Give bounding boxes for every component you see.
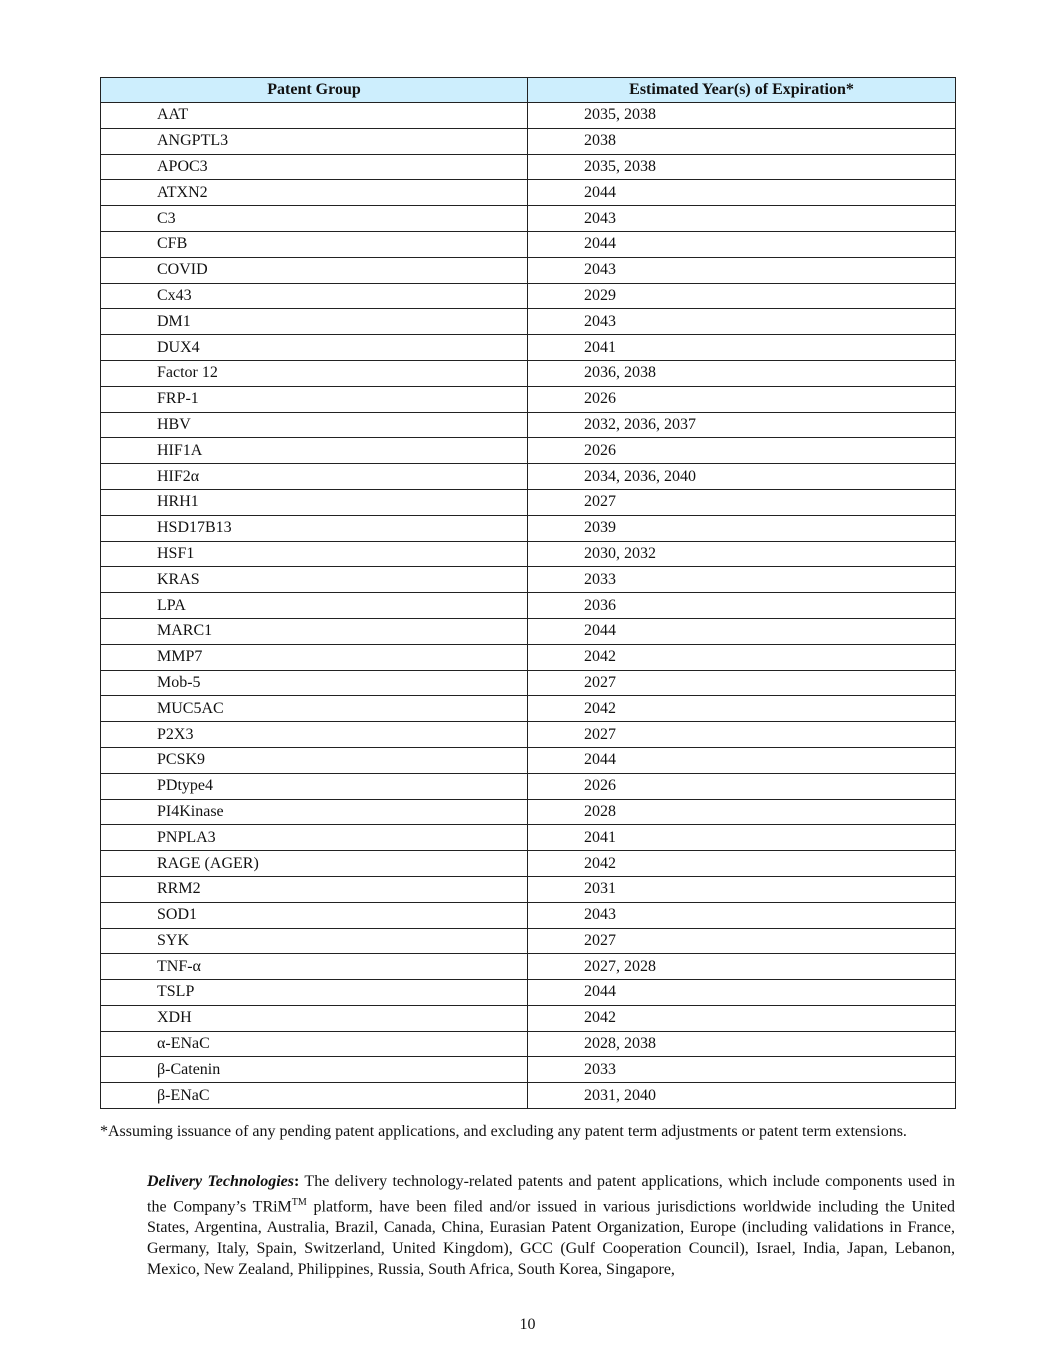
paragraph-text-1: The delivery technology-related patents and patent applications, which include components used in the Company’s TRiM bbox=[147, 1173, 955, 1216]
patent-group-cell: PCSK9 bbox=[101, 747, 528, 773]
table-row bbox=[101, 464, 956, 490]
patent-group-cell: Mob-5 bbox=[101, 670, 528, 696]
expiration-year-cell: 2026 bbox=[528, 773, 956, 799]
patent-group-cell: SOD1 bbox=[101, 902, 528, 928]
expiration-year-cell: 2033 bbox=[528, 567, 956, 593]
table-row bbox=[101, 283, 956, 309]
table-row bbox=[101, 618, 956, 644]
expiration-year-cell: 2044 bbox=[528, 980, 956, 1006]
expiration-year-cell: 2027 bbox=[528, 670, 956, 696]
paragraph-colon: : bbox=[294, 1173, 300, 1190]
table-row bbox=[101, 1083, 956, 1109]
patent-group-cell: TNF-α bbox=[101, 954, 528, 980]
table-row bbox=[101, 412, 956, 438]
table-body bbox=[101, 103, 956, 1109]
table-row bbox=[101, 928, 956, 954]
patent-group-cell: β-ENaC bbox=[101, 1083, 528, 1109]
expiration-year-cell: 2029 bbox=[528, 283, 956, 309]
patent-group-cell: HBV bbox=[101, 412, 528, 438]
patent-group-cell: HSD17B13 bbox=[101, 515, 528, 541]
table-row bbox=[101, 980, 956, 1006]
table-row bbox=[101, 515, 956, 541]
patent-group-cell: AAT bbox=[101, 103, 528, 129]
patent-group-cell: DM1 bbox=[101, 309, 528, 335]
patent-group-cell: Factor 12 bbox=[101, 360, 528, 386]
table-row bbox=[101, 231, 956, 257]
expiration-year-cell: 2032, 2036, 2037 bbox=[528, 412, 956, 438]
expiration-year-cell: 2035, 2038 bbox=[528, 103, 956, 129]
expiration-year-cell: 2027 bbox=[528, 928, 956, 954]
table-row bbox=[101, 103, 956, 129]
table-row bbox=[101, 1005, 956, 1031]
patent-group-cell: C3 bbox=[101, 206, 528, 232]
patent-group-cell: HIF2α bbox=[101, 464, 528, 490]
patent-group-cell: α-ENaC bbox=[101, 1031, 528, 1057]
patent-group-cell: APOC3 bbox=[101, 154, 528, 180]
patent-group-cell: Cx43 bbox=[101, 283, 528, 309]
expiration-year-cell: 2033 bbox=[528, 1057, 956, 1083]
table-row bbox=[101, 257, 956, 283]
expiration-year-cell: 2044 bbox=[528, 231, 956, 257]
paragraph-lead: Delivery Technologies bbox=[147, 1173, 294, 1190]
expiration-year-cell: 2043 bbox=[528, 309, 956, 335]
expiration-year-cell: 2041 bbox=[528, 335, 956, 361]
expiration-year-cell: 2042 bbox=[528, 1005, 956, 1031]
expiration-year-cell: 2044 bbox=[528, 180, 956, 206]
patent-group-cell: HRH1 bbox=[101, 489, 528, 515]
table-row bbox=[101, 206, 956, 232]
table-row bbox=[101, 954, 956, 980]
table-row bbox=[101, 593, 956, 619]
expiration-year-cell: 2028 bbox=[528, 799, 956, 825]
patent-group-cell: HSF1 bbox=[101, 541, 528, 567]
table-row bbox=[101, 799, 956, 825]
table-row bbox=[101, 851, 956, 877]
table-row bbox=[101, 360, 956, 386]
table-row bbox=[101, 825, 956, 851]
expiration-year-cell: 2043 bbox=[528, 206, 956, 232]
expiration-year-cell: 2026 bbox=[528, 438, 956, 464]
paragraph-text-2: platform, have been filed and/or issued in various jurisdictions worldwide including the United States, Argentina, Australia, Brazil, Canada, China, Eurasian Patent Organization, Europe (including validations in France, Germany, Italy, Spain, Switzerland, United Kingdom), GCC (Gulf Cooperation Council), Israel, India, Japan, Lebanon, Mexico, New Zealand, Philippines, Russia, South Africa, South Korea, Singapore, bbox=[147, 1198, 956, 1278]
patent-group-cell: PI4Kinase bbox=[101, 799, 528, 825]
expiration-year-cell: 2027 bbox=[528, 489, 956, 515]
patent-group-cell: MUC5AC bbox=[101, 696, 528, 722]
table-row bbox=[101, 154, 956, 180]
expiration-year-cell: 2031 bbox=[528, 876, 956, 902]
table-row bbox=[101, 180, 956, 206]
expiration-year-cell: 2036, 2038 bbox=[528, 360, 956, 386]
patent-expiration-table bbox=[100, 77, 956, 1109]
trademark-superscript: TM bbox=[291, 1196, 307, 1208]
table-row bbox=[101, 386, 956, 412]
patent-group-cell: ATXN2 bbox=[101, 180, 528, 206]
expiration-year-cell: 2026 bbox=[528, 386, 956, 412]
expiration-year-cell: 2039 bbox=[528, 515, 956, 541]
expiration-year-cell: 2044 bbox=[528, 747, 956, 773]
patent-group-cell: ANGPTL3 bbox=[101, 128, 528, 154]
table-row bbox=[101, 644, 956, 670]
table-header-row bbox=[101, 78, 956, 103]
patent-group-cell: COVID bbox=[101, 257, 528, 283]
table-row bbox=[101, 567, 956, 593]
table-row bbox=[101, 696, 956, 722]
patent-group-cell: CFB bbox=[101, 231, 528, 257]
patent-group-cell: SYK bbox=[101, 928, 528, 954]
expiration-year-cell: 2035, 2038 bbox=[528, 154, 956, 180]
table-row bbox=[101, 1057, 956, 1083]
patent-group-cell: RRM2 bbox=[101, 876, 528, 902]
patent-group-cell: RAGE (AGER) bbox=[101, 851, 528, 877]
table-row bbox=[101, 489, 956, 515]
table-footnote: *Assuming issuance of any pending patent applications, and excluding any patent term adjustments or patent term extensions. bbox=[100, 1123, 907, 1140]
expiration-year-cell: 2028, 2038 bbox=[528, 1031, 956, 1057]
table-row bbox=[101, 876, 956, 902]
expiration-year-cell: 2043 bbox=[528, 902, 956, 928]
delivery-technologies-paragraph bbox=[147, 1172, 955, 1280]
table-row bbox=[101, 722, 956, 748]
page-number: 10 bbox=[519, 1316, 536, 1333]
table-row bbox=[101, 541, 956, 567]
table-row bbox=[101, 309, 956, 335]
patent-group-cell: DUX4 bbox=[101, 335, 528, 361]
patent-group-cell: PNPLA3 bbox=[101, 825, 528, 851]
expiration-year-cell: 2027 bbox=[528, 722, 956, 748]
patent-group-cell: HIF1A bbox=[101, 438, 528, 464]
patent-group-cell: TSLP bbox=[101, 980, 528, 1006]
header-expiration: Estimated Year(s) of Expiration* bbox=[528, 78, 956, 103]
expiration-year-cell: 2042 bbox=[528, 644, 956, 670]
table-row bbox=[101, 438, 956, 464]
header-patent-group: Patent Group bbox=[101, 78, 528, 103]
expiration-year-cell: 2031, 2040 bbox=[528, 1083, 956, 1109]
expiration-year-cell: 2038 bbox=[528, 128, 956, 154]
expiration-year-cell: 2030, 2032 bbox=[528, 541, 956, 567]
expiration-year-cell: 2043 bbox=[528, 257, 956, 283]
patent-group-cell: MARC1 bbox=[101, 618, 528, 644]
expiration-year-cell: 2036 bbox=[528, 593, 956, 619]
expiration-year-cell: 2044 bbox=[528, 618, 956, 644]
patent-group-cell: PDtype4 bbox=[101, 773, 528, 799]
table-row bbox=[101, 902, 956, 928]
expiration-year-cell: 2042 bbox=[528, 851, 956, 877]
patent-group-cell: XDH bbox=[101, 1005, 528, 1031]
patent-group-cell: β-Catenin bbox=[101, 1057, 528, 1083]
expiration-year-cell: 2042 bbox=[528, 696, 956, 722]
expiration-year-cell: 2027, 2028 bbox=[528, 954, 956, 980]
expiration-year-cell: 2034, 2036, 2040 bbox=[528, 464, 956, 490]
patent-group-cell: KRAS bbox=[101, 567, 528, 593]
patent-group-cell: P2X3 bbox=[101, 722, 528, 748]
patent-group-cell: MMP7 bbox=[101, 644, 528, 670]
expiration-year-cell: 2041 bbox=[528, 825, 956, 851]
patent-group-cell: FRP-1 bbox=[101, 386, 528, 412]
table-row bbox=[101, 670, 956, 696]
patent-group-cell: LPA bbox=[101, 593, 528, 619]
table-row bbox=[101, 128, 956, 154]
table-row bbox=[101, 335, 956, 361]
table-row bbox=[101, 1031, 956, 1057]
table-row bbox=[101, 747, 956, 773]
table-row bbox=[101, 773, 956, 799]
